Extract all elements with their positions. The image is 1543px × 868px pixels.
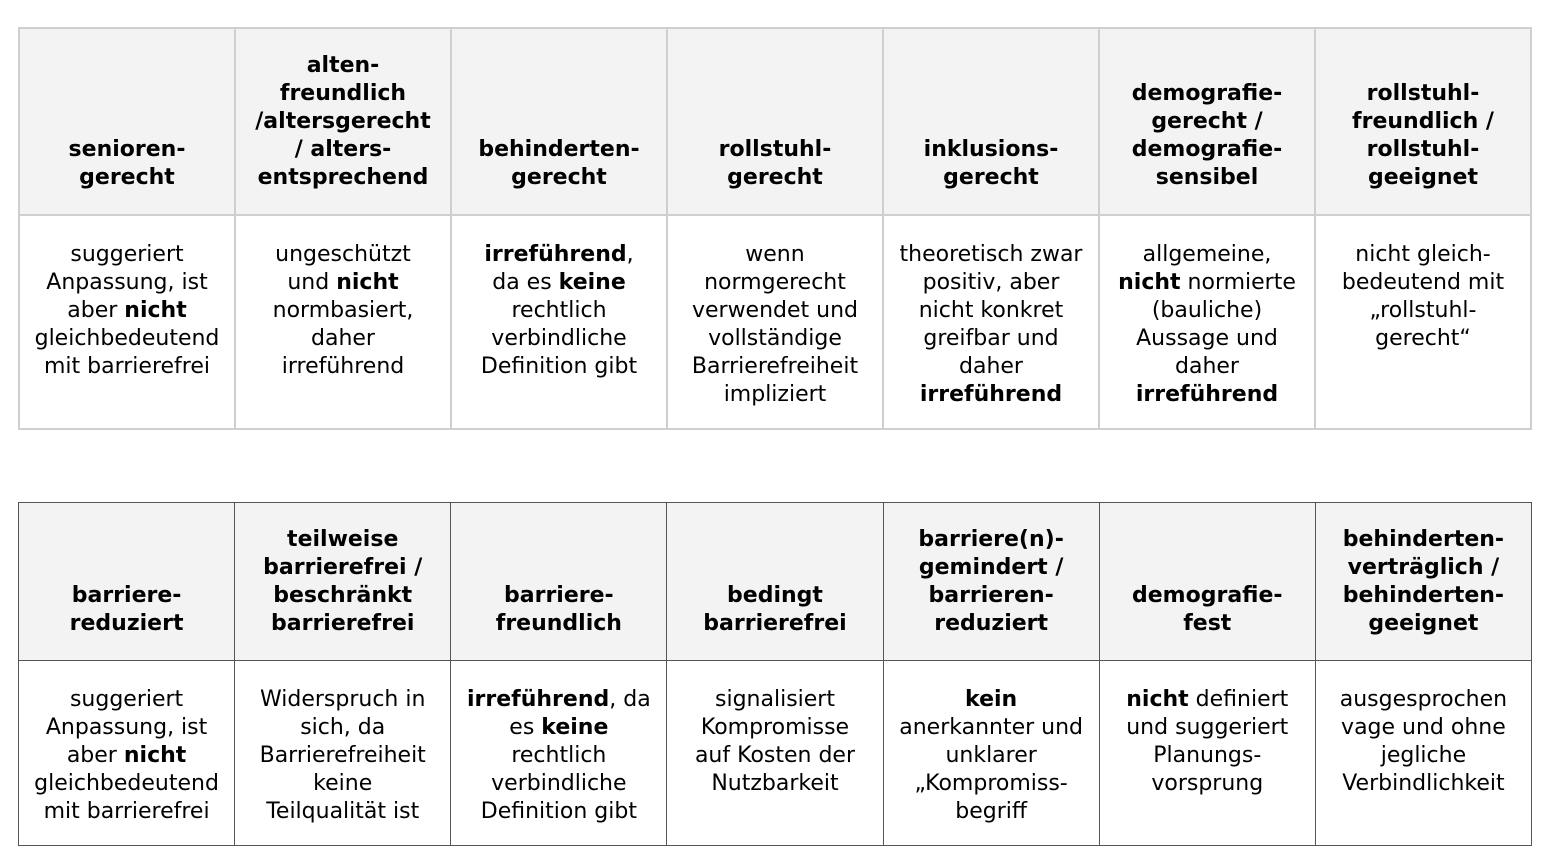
emphasis-text: keine <box>558 270 626 295</box>
emphasis-text: nicht <box>336 270 399 295</box>
description-row <box>19 661 1532 846</box>
description-cell: ungeschützt und nicht normbasiert, daher irreführend <box>235 215 451 429</box>
header-row <box>19 503 1532 661</box>
description-cell: ausgesprochen vage und ohne jegliche Verbindlichkeit <box>1315 661 1531 846</box>
description-cell: wenn normgerecht verwendet und vollständige Barrierefreiheit impliziert <box>667 215 883 429</box>
header-cell: rollstuhl- gerecht <box>667 28 883 215</box>
terms-table-1 <box>18 27 1532 430</box>
header-cell: senioren- gerecht <box>19 28 235 215</box>
terms-table-2 <box>18 502 1532 846</box>
header-cell: barriere(n)- gemindert / barrieren- reduziert <box>883 503 1099 661</box>
header-cell: teilweise barrierefrei / beschränkt barrierefrei <box>235 503 451 661</box>
description-cell: nicht definiert und suggeriert Planungs- vorsprung <box>1099 661 1315 846</box>
emphasis-text: nicht <box>1126 687 1189 712</box>
header-cell: alten- freundlich /altersgerecht / alters- entsprechend <box>235 28 451 215</box>
header-cell: behinderten- verträglich / behinderten- geeignet <box>1315 503 1531 661</box>
description-cell: theoretisch zwar positiv, aber nicht konkret greifbar und daher irreführend <box>883 215 1099 429</box>
description-cell: signalisiert Kompromisse auf Kosten der Nutzbarkeit <box>667 661 883 846</box>
header-cell: behinderten- gerecht <box>451 28 667 215</box>
header-cell: barriere- reduziert <box>19 503 235 661</box>
description-cell: kein anerkannter und unklarer „Kompromiss- begriff <box>883 661 1099 846</box>
emphasis-text: irreführend <box>1135 382 1279 407</box>
description-cell: irreführend, da es keine rechtlich verbindliche Definition gibt <box>451 661 667 846</box>
header-row <box>19 28 1531 215</box>
description-cell: irreführend, da es keine rechtlich verbindliche Definition gibt <box>451 215 667 429</box>
emphasis-text: kein <box>965 687 1018 712</box>
emphasis-text: nicht <box>123 743 187 768</box>
description-cell: suggeriert Anpassung, ist aber nicht gleichbedeutend mit barrierefrei <box>19 215 235 429</box>
description-cell: nicht gleich- bedeutend mit „rollstuhl- gerecht“ <box>1315 215 1531 429</box>
emphasis-text: nicht <box>124 298 187 323</box>
description-cell: allgemeine, nicht normierte (bauliche) Aussage und daher irreführend <box>1099 215 1315 429</box>
header-cell: inklusions- gerecht <box>883 28 1099 215</box>
emphasis-text: keine <box>541 715 609 740</box>
description-row <box>19 215 1531 429</box>
emphasis-text: irreführend <box>484 242 627 267</box>
emphasis-text: nicht <box>1118 270 1181 295</box>
emphasis-text: irreführend <box>919 382 1063 407</box>
header-cell: barriere- freundlich <box>451 503 667 661</box>
header-cell: demografie- gerecht / demografie- sensibel <box>1099 28 1315 215</box>
header-cell: rollstuhl- freundlich / rollstuhl- geeignet <box>1315 28 1531 215</box>
emphasis-text: irreführend <box>467 687 610 712</box>
description-cell: suggeriert Anpassung, ist aber nicht gleichbedeutend mit barrierefrei <box>19 661 235 846</box>
description-cell: Widerspruch in sich, da Barrierefreiheit keine Teilqualität ist <box>235 661 451 846</box>
header-cell: bedingt barrierefrei <box>667 503 883 661</box>
header-cell: demografie- fest <box>1099 503 1315 661</box>
